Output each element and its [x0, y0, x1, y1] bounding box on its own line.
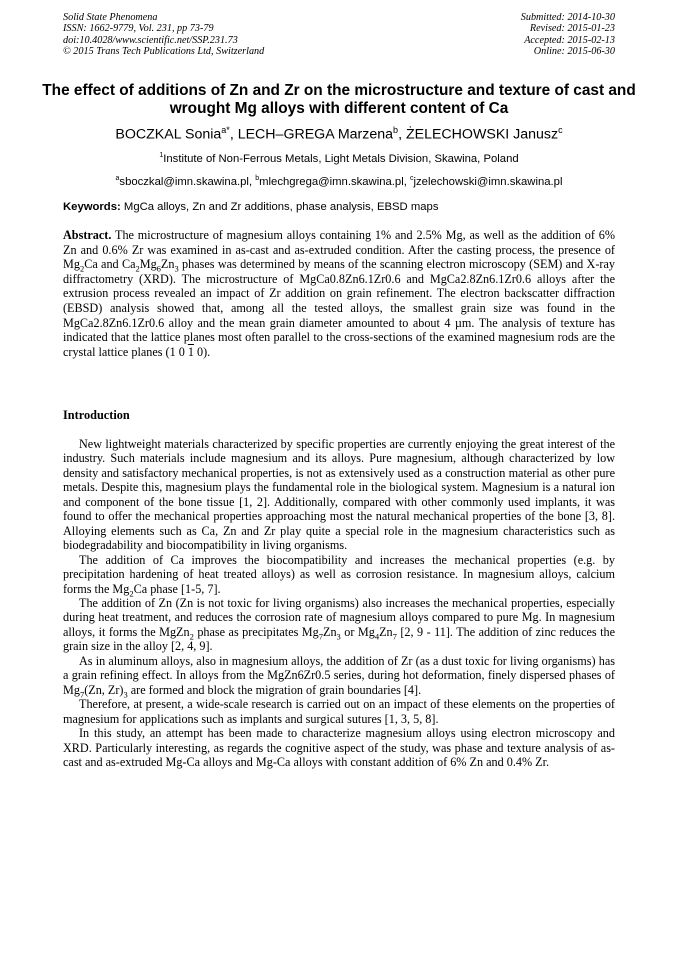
paragraph-text: As in aluminum alloys, also in magnesium alloys, the addition of Zr (as a dust toxic for living organisms) has a grain refining effect. In alloys from the MgZn6Zr0.5 series, during hot deformation, finely dispersed phases of Mg: [63, 653, 615, 697]
paragraph: [63, 596, 615, 654]
affiliation-text: Institute of Non-Ferrous Metals, Light Metals Division, Skawina, Poland: [163, 152, 519, 165]
journal-copyright: © 2015 Trans Tech Publications Ltd, Switzerland: [63, 45, 265, 57]
email-sup: c: [410, 175, 414, 182]
section-heading: Introduction: [63, 408, 130, 422]
journal-issn: ISSN: 1662-9779, Vol. 231, pp 73-79: [63, 23, 214, 35]
paragraph-text: The addition of Ca improves the biocompatibility and increases the mechanical properties (e.g. by precipitation hardening of heat treated alloys) as well as corrosion resistance. In magnesium alloys, calcium forms the Mg: [63, 552, 615, 596]
journal-name: Solid State Phenomena: [63, 12, 158, 23]
dates-header: [521, 12, 615, 57]
subscript: 2: [135, 263, 140, 274]
keywords-label: Keywords:: [63, 201, 121, 213]
paragraph-text: Ca phase [1-5, 7].: [133, 581, 221, 596]
paragraph: In this study, an attempt has been made to characterize magnesium alloys using electron microscopy and XRD. Particularly interesting, as regards the cognitive aspect of the study, was phase and texture analysis of as-cast and as-extruded Mg-Ca alloys and Mg-Ca alloys with constant addition of 6% Zn and 0.4% Zr.: [63, 726, 615, 769]
subscript: 6: [156, 263, 161, 274]
abstract-text: Zn: [160, 257, 175, 272]
abstract-text: The microstructure of magnesium alloys containing 1% and 2.5% Mg, as well as the addition of 6% Zn and 0.6% Zr was examined in as-cast and as-extruded condition. After the casting process, the presence of Mg: [63, 228, 615, 272]
email-sup: a: [115, 175, 120, 182]
paragraph-text: are formed and block the migration of grain boundaries [4].: [127, 682, 422, 697]
email-link[interactable]: mlechgrega@imn.skawina.pl: [259, 175, 404, 188]
affiliation-sup: 1: [159, 152, 164, 159]
paragraph-text: The addition of Zn (Zn is not toxic for living organisms) also increases the mechanical properties, especially during heat treatment, and reduces the corrosion rate of magnesium alloys compared to pure Mg. In magnesium alloys, it forms the MgZn: [63, 595, 615, 639]
paragraph: [63, 553, 615, 596]
paragraph-text: phase as precipitates Mg: [193, 624, 319, 639]
subscript: 7: [392, 631, 397, 642]
subscript: 3: [123, 689, 128, 700]
subscript: 7: [79, 689, 85, 700]
paragraph-text: Zn: [379, 624, 393, 639]
subscript: 3: [174, 263, 179, 274]
date-online: Online: 2015-06-30: [533, 45, 615, 57]
author-sup: a*: [221, 125, 230, 135]
journal-doi: doi:10.4028/www.scientific.net/SSP.231.73: [63, 34, 238, 46]
paragraph: New lightweight materials characterized by specific properties are currently enjoying the great interest of the industry. Such materials include magnesium and its alloys. Pure magnesium, although characterized by low density and satisfactory mechanical properties, is not as extensively used as a construction material as other pure metals. Despite this, magnesium plays the fundamental role in the biological system. Magnesium is a natural ion and component of the bone tissue [1, 2]. Additionally, compared with other commonly used implants, it was found to offer the mechanical properties approaching most the natural mechanical properties of the bone [3, 8]. Alloying elements such as Ca, Zn and Zr play quite a special role in the magnesium characteristics such as biodegradability and biocompatibility in living organisms.: [63, 437, 615, 553]
abstract-text: 0).: [193, 344, 211, 359]
paragraph-text: Zn: [323, 624, 337, 639]
abstract-text: Ca and Ca: [84, 257, 136, 272]
paragraph-text: or Mg: [340, 624, 375, 639]
paragraph-text: (Zn, Zr): [84, 682, 124, 697]
email-list: $^a$sboczkal@imn.skawina.pl, $^b$mlechgrega@imn.skawina.pl, $^c$jzelechowski@imn.skawina.pl: [115, 175, 563, 188]
subscript: 4: [374, 631, 380, 642]
abstract-label: Abstract.: [63, 228, 112, 242]
date-submitted: Submitted: 2014-10-30: [520, 12, 615, 23]
paragraph: [63, 653, 615, 700]
author-sup: c: [558, 125, 563, 135]
author-sep: ,: [229, 126, 238, 143]
author-list: [40, 121, 638, 144]
author-sep: ,: [398, 126, 406, 143]
abstract-text: Mg: [139, 257, 157, 272]
subscript: 2: [79, 263, 85, 274]
email-link[interactable]: sboczkal@imn.skawina.pl: [119, 175, 249, 188]
date-accepted: Accepted: 2015-02-13: [524, 34, 615, 46]
subscript: 2: [189, 631, 194, 642]
paragraph-text: [2, 9 - 11]. The addition of zinc reduces the grain size in the alloy [2, 4, 9].: [63, 624, 615, 654]
date-revised: Revised: 2015-01-23: [529, 23, 615, 35]
abstract: [63, 228, 615, 359]
overline-index: 1: [187, 344, 194, 359]
affiliation: [40, 149, 638, 166]
journal-header: [63, 12, 264, 57]
author-sup: b: [393, 125, 399, 135]
email-link[interactable]: jzelechowski@imn.skawina.pl: [413, 175, 563, 188]
subscript: 2: [129, 587, 134, 598]
abstract-text: phases was determined by means of the scanning electron microscopy (SEM) and X-ray diffractometry (XRD). The microstructure of MgCa0.8Zn6.1Zr0.6 and MgCa2.8Zn6.1Zr0.6 alloys after the extrusion process revealed an impact of Zr addition on grain refinement. The electron backscatter diffraction (EBSD) analysis showed that, among all the tested alloys, the smallest grain size was found in the MgCa2.8Zn6.1Zr0.6 alloy and the mean grain diameter amounted to about 4 µm. The analysis of texture has indicated that the lattice planes most often parallel to the cross-sections of the examined magnesium rods are the crystal lattice planes (1 0: [63, 257, 615, 359]
introduction-body: [63, 437, 615, 769]
keywords: [63, 200, 615, 214]
subscript: 3: [336, 631, 341, 642]
author-name: BOCZKAL Sonia: [115, 126, 222, 143]
email-sup: b: [255, 175, 260, 182]
subscript: 7: [318, 631, 323, 642]
paper-title: The effect of additions of Zn and Zr on the microstructure and texture of cast and wrought Mg alloys with different content of Ca: [42, 82, 636, 117]
author-name: LECH–GREGA Marzena: [237, 126, 394, 143]
paragraph: Therefore, at present, a wide-scale research is carried out on an impact of these elements on the properties of magnesium for applications such as implants and surgical sutures [1, 3, 5, 8].: [63, 697, 615, 726]
author-name: ŻELECHOWSKI Janusz: [405, 126, 559, 143]
keywords-text: MgCa alloys, Zn and Zr additions, phase analysis, EBSD maps: [120, 201, 439, 213]
